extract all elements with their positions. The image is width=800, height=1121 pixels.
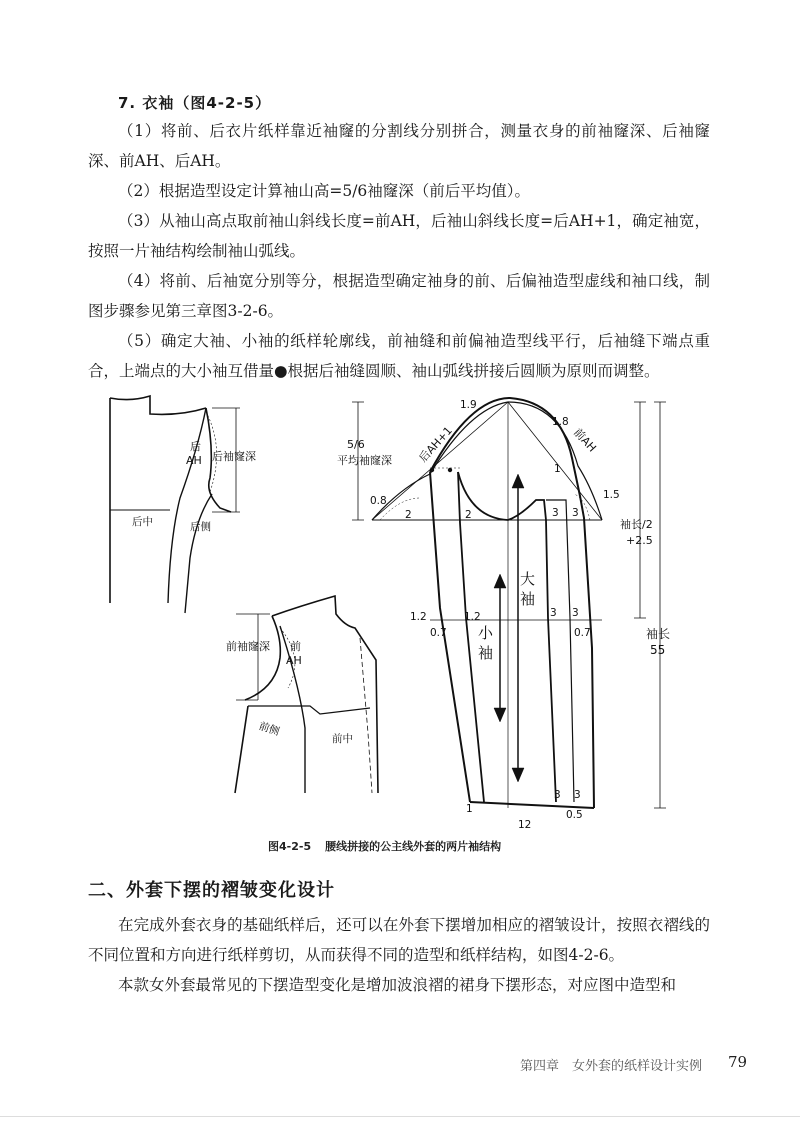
front-side-label: 前侧: [257, 720, 281, 739]
figure-caption: [268, 838, 501, 854]
back-ah-label: 后 AH: [186, 440, 202, 467]
subsection-title: 7. 衣袖（图4-2-5）: [118, 94, 272, 112]
half-length-plus-label: +2.5: [626, 534, 653, 547]
half-length-label: 袖长/2: [620, 518, 653, 531]
paragraph-step-5: （5）确定大袖、小袖的纸样轮廓线，前袖缝和前偏袖造型线平行，后袖缝下端点重合，上端点的大小袖互借量●根据后袖缝圆顺、袖山弧线拼接后圆顺为原则而调整。: [88, 332, 710, 380]
measure-3e: 3: [554, 789, 561, 801]
measure-3d: 3: [572, 607, 579, 619]
paragraph-step-3: （3）从袖山高点取前袖山斜线长度=前AH，后袖山斜线长度=后AH+1，确定袖宽，按照一片袖结构绘制袖山弧线。: [88, 212, 710, 260]
length-label: 袖长: [646, 627, 671, 641]
front-ah-label: 前 AH: [286, 640, 302, 667]
cap-height-sub-label: 平均袖窿深: [337, 454, 392, 467]
measure-1-2a: 1.2: [410, 611, 427, 623]
measure-3c: 3: [550, 607, 557, 619]
measure-3a: 3: [552, 507, 559, 519]
measure-0-8: 0.8: [370, 495, 387, 507]
measure-12: 12: [518, 819, 532, 831]
front-bodice-panel: [235, 596, 378, 793]
running-footer: 第四章 女外套的纸样设计实例: [520, 1059, 703, 1074]
paragraph-hem-1: 在完成外套衣身的基础纸样后，还可以在外套下摆增加相应的褶皱设计，按照衣褶线的不同位置和方向进行纸样剪切，从而获得不同的造型和纸样结构，如图4-2-6。: [88, 916, 710, 964]
back-side-label: 后侧: [190, 521, 211, 533]
section-heading: 二、外套下摆的褶皱变化设计: [88, 880, 335, 901]
match-dot: [430, 468, 434, 472]
paragraph-hem-2: 本款女外套最常见的下摆造型变化是增加波浪褶的裙身下摆形态，对应图中造型和: [118, 976, 677, 994]
figure-caption-text: 腰线拼接的公主线外套的两片袖结构: [325, 840, 502, 853]
back-bodice-panel: [110, 396, 240, 613]
measure-0-5: 0.5: [566, 809, 583, 821]
measure-3f: 3: [574, 789, 581, 801]
sleeve-pattern-diagram: [0, 388, 800, 833]
measure-2b: 2: [465, 509, 472, 521]
front-armhole-depth-label: 前袖窿深: [226, 640, 270, 653]
back-armhole-depth-label: 后袖窿深: [212, 450, 256, 463]
paragraph-step-4: （4）将前、后袖宽分别等分，根据造型确定袖身的前、后偏袖造型虚线和袖口线，制图步骤参见第三章图3-2-6。: [88, 272, 710, 320]
measure-1-bottom: 1: [466, 803, 473, 815]
measure-2a: 2: [405, 509, 412, 521]
front-center-label: 前中: [332, 733, 353, 745]
measure-3b: 3: [572, 507, 579, 519]
measure-0-7b: 0.7: [574, 627, 591, 639]
under-sleeve-label: 小袖: [478, 624, 494, 662]
measure-1-5: 1.5: [603, 489, 620, 501]
cap-height-label: 5/6: [347, 438, 365, 451]
back-center-label: 后中: [132, 516, 153, 528]
match-dot: [448, 468, 452, 472]
paragraph-step-1: （1）将前、后衣片纸样靠近袖窿的分割线分别拼合，测量衣身的前袖窿深、后袖窿深、前AH、后AH。: [88, 122, 710, 170]
measure-1-2b: 1.2: [464, 611, 481, 623]
measure-1-8: 1.8: [552, 416, 569, 428]
measure-0-7a: 0.7: [430, 627, 447, 639]
paragraph-step-2: （2）根据造型设定计算袖山高=5/6袖窿深（前后平均值）。: [118, 182, 531, 200]
length-value-label: 55: [650, 643, 666, 657]
measure-1-top: 1: [554, 463, 561, 475]
top-sleeve-label: 大袖: [520, 570, 536, 608]
back-ah-plus-label: 后AH+1: [416, 424, 455, 465]
figure-caption-number: 图4-2-5: [268, 840, 312, 853]
sleeve-draft: [352, 398, 666, 808]
page-number: 79: [728, 1053, 748, 1071]
bottom-rule: [0, 1116, 800, 1117]
front-ah-sleeve-label: 前AH: [571, 425, 599, 455]
measure-1-9: 1.9: [460, 399, 477, 411]
